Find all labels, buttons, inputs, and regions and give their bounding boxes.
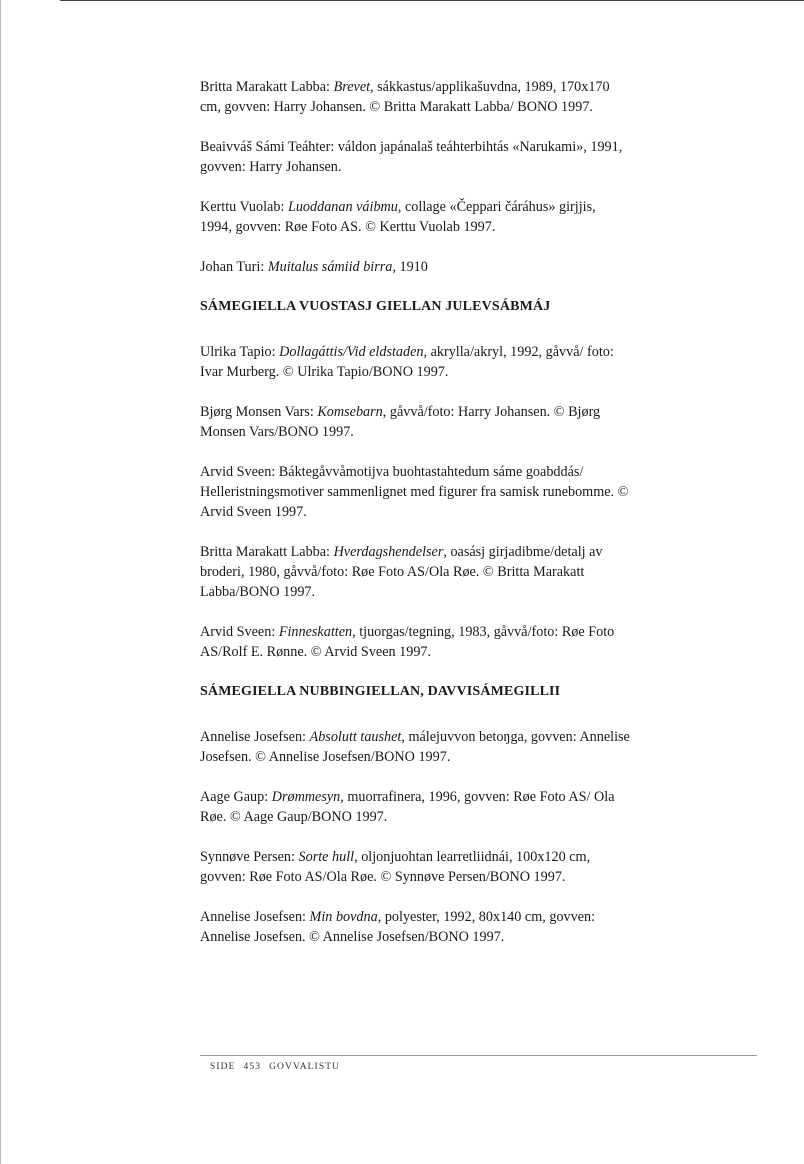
caption-list <box>200 77 630 967</box>
section-general <box>200 77 630 277</box>
section-heading: SÁMEGIELLA VUOSTASJ GIELLAN JULEVSÁBMÁJ <box>200 299 551 314</box>
caption-entry: Arvid Sveen: Báktegåvvåmotijva buohtastahtedum sáme goabddás/ Helleristningsmotiver sammenlignet med figurer fra samisk runebomme. © Arvid Sveen 1997. <box>200 464 629 520</box>
footer-divider <box>200 1055 757 1056</box>
caption-entry: Britta Marakatt Labba: Hverdagshendelser, oasásj girjadibme/detalj av broderi, 1980, gåvvå/foto: Røe Foto AS/Ola Røe. © Britta Marakatt Labba/BONO 1997. <box>200 544 603 600</box>
caption-entry: Synnøve Persen: Sorte hull, oljonjuohtan learretliidnái, 100x120 cm, govven: Røe Foto AS/Ola Røe. © Synnøve Persen/BONO 1997. <box>200 849 591 885</box>
artwork-title: Hverdagshendelser <box>333 544 444 560</box>
artwork-title: Muitalus sámiid birra <box>267 259 393 275</box>
artwork-title: Absolutt taushet <box>309 729 402 745</box>
artwork-title: Min bovdna <box>309 909 378 925</box>
artwork-title: Komsebarn <box>317 404 383 420</box>
caption-entry: Aage Gaup: Drømmesyn, muorrafinera, 1996, govven: Røe Foto AS/ Ola Røe. © Aage Gaup/BONO 1997. <box>200 789 615 825</box>
caption-entry: Beaivváš Sámi Teáhter: váldon japánalaš teáhterbihtás «Narukami», 1991, govven: Harry Johansen. <box>200 139 623 175</box>
left-border-line <box>0 0 1 1164</box>
caption-entry: Annelise Josefsen: Min bovdna, polyester, 1992, 80x140 cm, govven: Annelise Josefsen. © Annelise Josefsen/BONO 1997. <box>200 909 596 945</box>
caption-entry: Arvid Sveen: Finneskatten, tjuorgas/tegning, 1983, gåvvå/foto: Røe Foto AS/Rolf E. Rønne. © Arvid Sveen 1997. <box>200 624 615 660</box>
footer-section-label: GOVVALISTU <box>269 1062 341 1072</box>
page-footer <box>210 1062 348 1072</box>
section-heading: SÁMEGIELLA NUBBINGIELLAN, DAVVISÁMEGILLII <box>200 684 561 699</box>
section-julevsabmaj <box>200 297 630 662</box>
footer-side-label: SIDE <box>210 1062 236 1072</box>
page-number: 453 <box>243 1062 262 1072</box>
caption-entry: Ulrika Tapio: Dollagáttis/Vid eldstaden, akrylla/akryl, 1992, gåvvå/ foto: Ivar Murberg. © Ulrika Tapio/BONO 1997. <box>200 344 614 380</box>
artwork-title: Brevet <box>333 79 371 95</box>
artwork-title: Sorte hull <box>298 849 355 865</box>
artwork-title: Finneskatten <box>278 624 353 640</box>
caption-entry: Britta Marakatt Labba: Brevet, sákkastus/applikašuvdna, 1989, 170x170 cm, govven: Harry Johansen. © Britta Marakatt Labba/ BONO 1997. <box>200 79 610 115</box>
caption-entry: Johan Turi: Muitalus sámiid birra, 1910 <box>200 259 428 275</box>
artwork-title: Luoddanan váibmu <box>287 199 398 215</box>
caption-entry: Kerttu Vuolab: Luoddanan váibmu, collage «Čeppari čáráhus» girjjis, 1994, govven: Røe Foto AS. © Kerttu Vuolab 1997. <box>200 199 596 235</box>
top-border-line <box>60 0 804 1</box>
section-davvisamegillii <box>200 682 630 947</box>
caption-entry: Bjørg Monsen Vars: Komsebarn, gåvvå/foto: Harry Johansen. © Bjørg Monsen Vars/BONO 1997. <box>200 404 601 440</box>
artwork-title: Dollagáttis/Vid eldstaden <box>279 344 424 360</box>
caption-entry: Annelise Josefsen: Absolutt taushet, málejuvvon betoŋga, govven: Annelise Josefsen. © Annelise Josefsen/BONO 1997. <box>200 729 630 765</box>
artwork-title: Drømmesyn <box>271 789 341 805</box>
